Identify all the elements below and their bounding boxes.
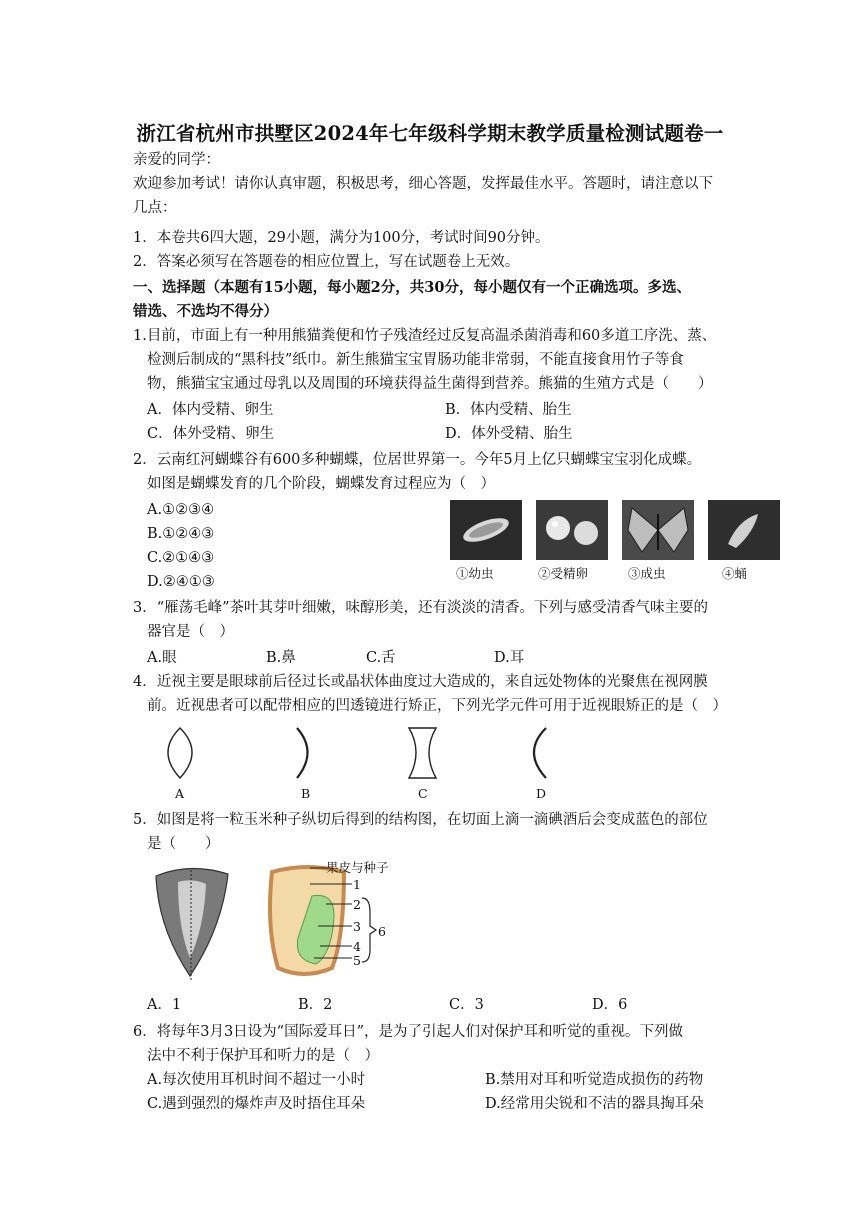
q3-option-b: B.鼻 [266, 650, 296, 666]
q5-option-a: A．1 [147, 997, 182, 1013]
caption-pupa: ④蛹 [722, 566, 748, 581]
corn-label-4: 4 [353, 939, 361, 954]
pupa-image [708, 500, 780, 560]
convex-mirror-icon [297, 728, 308, 778]
lens-label-a: A [175, 786, 185, 801]
corn-seed-figure [148, 858, 438, 988]
q1-option-a: A．体内受精、卵生 [147, 402, 274, 418]
q3-line-1: 3．“雁荡毛峰”茶叶其芽叶细嫩，味醇形美，还有淡淡的清香。下列与感受清香气味主要的 [133, 600, 709, 616]
larva-image [450, 500, 522, 560]
section-heading-line-2: 错选、不选均不得分） [133, 303, 278, 320]
q1-line-1: 1.目前，市面上有一种用熊猫粪便和竹子残渣经过反复高温杀菌消毒和60多道工序洗、蒸、 [133, 328, 717, 344]
convex-lens-icon [168, 728, 192, 778]
lens-label-d: D [536, 786, 547, 801]
q5-line-2: 是（ ） [147, 836, 220, 852]
butterfly-stages-figure [446, 498, 784, 584]
concave-lens-icon [409, 728, 436, 778]
q1-option-d: D．体外受精、胎生 [445, 426, 573, 442]
adult-butterfly-image [622, 500, 694, 560]
lens-label-c: C [418, 786, 428, 801]
q5-line-1: 5．如图是将一粒玉米种子纵切后得到的结构图，在切面上滴一滴碘酒后会变成蓝色的部位 [133, 812, 708, 828]
caption-larva: ①幼虫 [456, 566, 494, 581]
q5-option-b: B．2 [298, 997, 333, 1013]
lens-label-b: B [301, 786, 311, 801]
intro-line-2: 几点： [133, 200, 177, 216]
lens-options-figure [150, 722, 570, 802]
lens-diagrams [150, 722, 570, 802]
q2-line-1: 2．云南红河蝴蝶谷有600多种蝴蝶，位居世界第一。今年5月上亿只蝴蝶宝宝羽化成蝶。 [133, 452, 702, 468]
q3-option-a: A.眼 [147, 650, 177, 666]
q1-line-2: 检测后制成的“黑科技”纸巾。新生熊猫宝宝胃肠功能非常弱，不能直接食用竹子等食 [147, 352, 684, 368]
corn-label-6: 6 [378, 924, 386, 939]
corn-label-2: 2 [353, 897, 361, 912]
q1-option-c: C．体外受精、卵生 [147, 426, 275, 442]
q6-option-d: D.经常用尖锐和不洁的器具掏耳朵 [485, 1096, 704, 1112]
q6-line-1: 6．将每年3月3日设为“国际爱耳日”，是为了引起人们对保护耳和听觉的重视。下列做 [133, 1024, 683, 1040]
concave-mirror-icon [534, 728, 546, 778]
q5-option-c: C．3 [449, 997, 484, 1013]
q3-line-2: 器官是（ ） [147, 624, 234, 640]
q1-option-b: B．体内受精、胎生 [445, 402, 572, 418]
page-title: 浙江省杭州市拱墅区2024年七年级科学期末教学质量检测试题卷一 [136, 122, 724, 145]
caption-adult: ③成虫 [628, 566, 666, 581]
note-1: 1．本卷共6四大题，29小题，满分为100分，考试时间90分钟。 [133, 230, 550, 246]
corn-label-5: 5 [353, 953, 361, 968]
egg-image [536, 500, 608, 560]
note-2: 2．答案必须写在答题卷的相应位置上，写在试题卷上无效。 [133, 254, 520, 270]
q4-line-1: 4．近视主要是眼球前后径过长或晶状体曲度过大造成的，来自远处物体的光聚焦在视网膜 [133, 674, 708, 690]
greeting: 亲爱的同学： [133, 152, 220, 168]
corn-seed-diagram [148, 858, 438, 988]
q6-option-c: C.遇到强烈的爆炸声及时捂住耳朵 [147, 1096, 366, 1112]
q2-option-a: A.①②③④ [147, 502, 215, 518]
q2-line-2: 如图是蝴蝶发育的几个阶段，蝴蝶发育过程应为（ ） [147, 476, 495, 492]
q5-option-d: D．6 [592, 997, 628, 1013]
q1-line-3: 物，熊猫宝宝通过母乳以及周围的环境获得益生菌得到营养。熊猫的生殖方式是（ ） [147, 376, 713, 392]
q2-option-d: D.②④①③ [147, 574, 215, 590]
corn-label-3: 3 [353, 919, 361, 934]
q3-option-d: D.耳 [494, 650, 525, 666]
intro-line-1: 欢迎参加考试！请你认真审题，积极思考，细心答题，发挥最佳水平。答题时，请注意以下 [133, 176, 713, 192]
q3-option-c: C.舌 [366, 650, 396, 666]
q6-option-b: B.禁用对耳和听觉造成损伤的药物 [485, 1072, 704, 1088]
q6-option-a: A.每次使用耳机时间不超过一小时 [147, 1072, 366, 1088]
corn-label-pericarp: 果皮与种子 [326, 860, 389, 875]
q4-line-2: 前。近视患者可以配带相应的凹透镜进行矫正，下列光学元件可用于近视眼矫正的是（ ） [147, 698, 727, 714]
corn-label-1: 1 [353, 877, 361, 892]
section-heading-line-1: 一、选择题（本题有15小题，每小题2分，共30分，每小题仅有一个正确选项。多选、 [133, 279, 691, 296]
q2-option-b: B.①②④③ [147, 526, 215, 542]
q6-line-2: 法中不利于保护耳和听力的是（ ） [147, 1048, 379, 1064]
q2-option-c: C.②①④③ [147, 550, 215, 566]
caption-egg: ②受精卵 [538, 566, 589, 581]
